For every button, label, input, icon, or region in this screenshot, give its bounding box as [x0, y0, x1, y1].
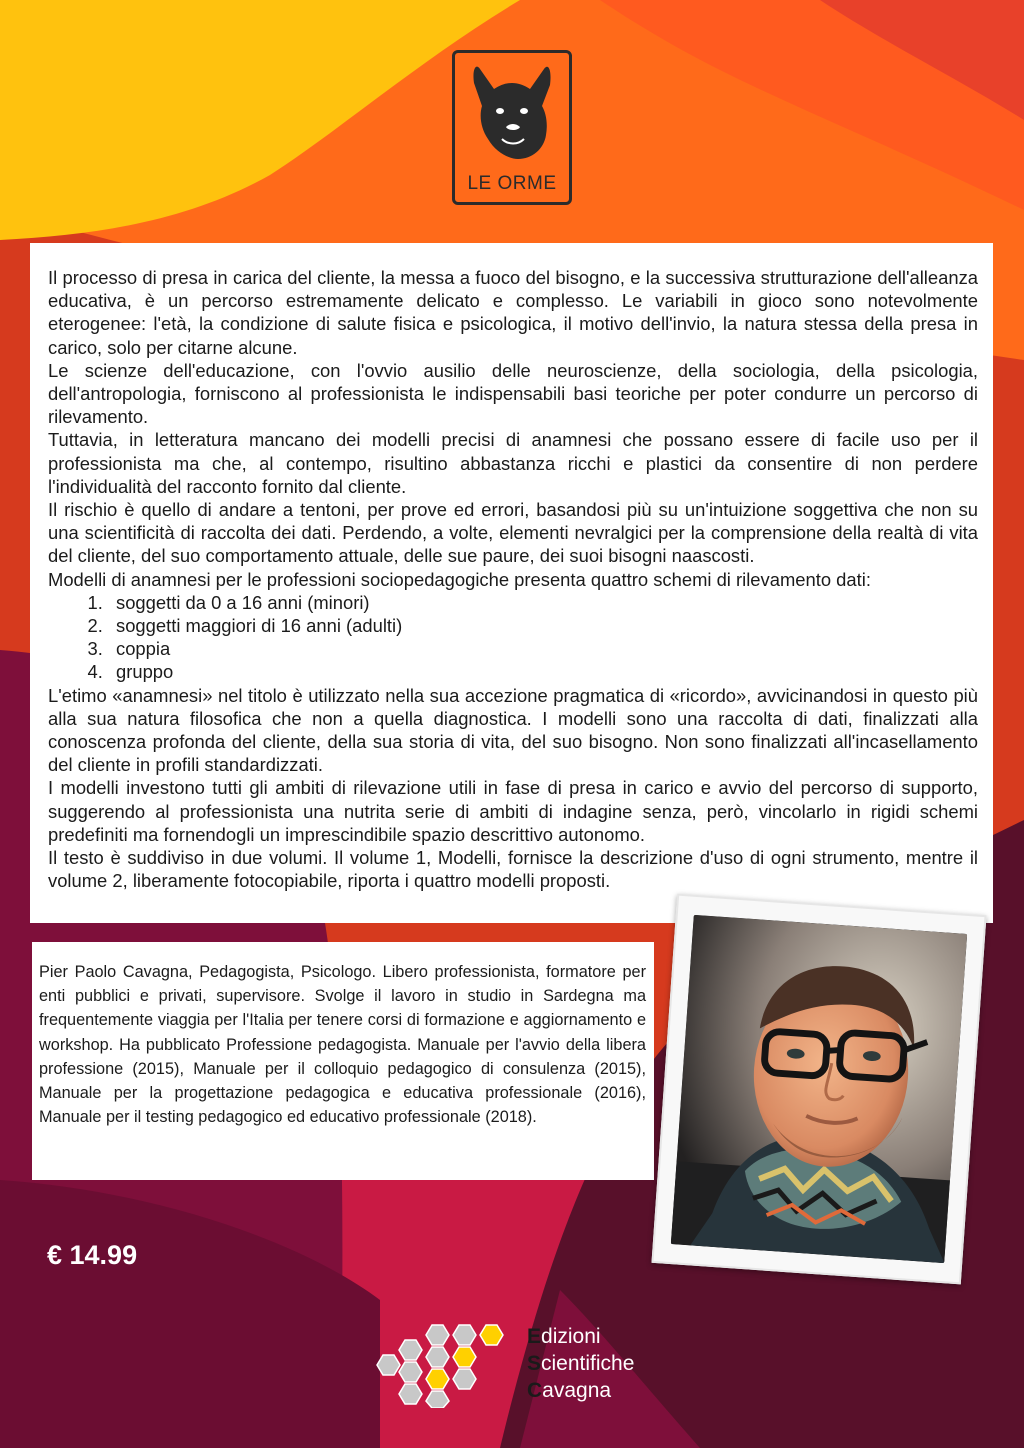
list-item: 2. soggetti maggiori di 16 anni (adulti)	[108, 614, 978, 637]
description-paragraph: Le scienze dell'educazione, con l'ovvio ausilio delle neuroscienze, della sociologia, della psicologia, dell'antropologia, forniscono al professionista le indispensabili basi teoriche per poter condurre un percorso di rilevamento.	[48, 359, 978, 428]
publisher-line	[527, 1323, 634, 1350]
publisher-initial: E	[527, 1325, 542, 1348]
schemes-list	[48, 591, 978, 684]
publisher-word: dizioni	[541, 1325, 601, 1348]
description-text	[48, 266, 978, 892]
author-bio-text: Pier Paolo Cavagna, Pedagogista, Psicologo. Libero professionista, formatore per enti pubblici e privati, supervisore. Svolge il lavoro in studio in Sardegna ma frequentemente viaggia per l'Italia per tenere corsi di formazione e aggiornamento e workshop. Ha pubblicato Professione pedagogista. Manuale per l'avvio della libera professione (2015), Manuale per il colloquio pedagogico di consulenza (2015), Manuale per la progettazione pedagogica e educativa professionale (2016), Manuale per il testing pedagogico ed educativo professionale (2018).	[39, 963, 646, 1127]
description-paragraph: Il rischio è quello di andare a tentoni, per prove ed errori, basandosi più su un'intuizione soggettiva che non su una scientificità di raccolta dei dati. Perdendo, a volte, elementi nevralgici per la comprensione della realtà di vita del cliente, del suo comportamento attuale, delle sue paure, dei suoi bisogni naascosti.	[48, 499, 978, 567]
list-item: 4. gruppo	[108, 660, 978, 683]
publisher-line	[527, 1350, 634, 1377]
french-bulldog-icon	[462, 61, 562, 166]
price: € 14.99	[47, 1240, 138, 1270]
hexagon-cluster-logo	[375, 1320, 505, 1408]
author-bio-box	[32, 942, 654, 1180]
photo-frame	[651, 894, 986, 1285]
publisher-initial: C	[527, 1379, 543, 1402]
description-paragraph: Tuttavia, in letteratura mancano dei modelli precisi di anamnesi che possano essere di facile uso per il professionista ma che, al contempo, risultino abbastanza ricchi e plastici da consentire di non perdere l'individualità del racconto fornito dal cliente.	[48, 429, 978, 497]
publisher-line	[527, 1377, 634, 1404]
le-orme-logo	[452, 50, 572, 205]
list-item: 1. soggetti da 0 a 16 anni (minori)	[108, 591, 978, 614]
logo-text: LE ORME	[467, 173, 557, 194]
description-box	[30, 243, 993, 923]
photo-image	[671, 915, 967, 1263]
description-paragraph: Modelli di anamnesi per le professioni sociopedagogiche presenta quattro schemi di rilevamento dati:	[48, 568, 871, 590]
author-portrait	[671, 915, 967, 1263]
description-paragraph: Il processo di presa in carica del cliente, la messa a fuoco del bisogno, e la successiva strutturazione dell'alleanza educativa, è un percorso estremamente delicato e complesso. Le variabili in gioco sono notevolmente eterogenee: l'età, la condizione di salute fisica e psicologica, il motivo dell'invio, la natura stessa della presa in carico, solo per citarne alcune.	[48, 267, 978, 358]
publisher-name	[527, 1323, 634, 1404]
publisher-initial: S	[527, 1352, 542, 1375]
description-paragraph: Il testo è suddiviso in due volumi. Il volume 1, Modelli, fornisce la descrizione d'uso di ogni strumento, mentre il volume 2, liberamente fotocopiabile, riporta i quattro modelli proposti.	[48, 847, 978, 892]
publisher-word: cientifiche	[541, 1352, 635, 1375]
author-photo	[651, 894, 986, 1285]
publisher-word: avagna	[542, 1379, 612, 1402]
description-paragraph: I modelli investono tutti gli ambiti di rilevazione utili in fase di presa in carico e avvio del percorso di supporto, suggerendo al professionista una nutrita serie di ambiti di indagine senza, però, vincolarlo in rigidi schemi predefiniti ma fornendogli un imprescindibile spazio descrittivo autonomo.	[48, 777, 978, 845]
description-paragraph: L'etimo «anamnesi» nel titolo è utilizzato nella sua accezione pragmatica di «ricordo», avvicinandosi in questo più alla sua natura filosofica che non a quella diagnostica. I modelli sono una raccolta di dati, finalizzati alla conoscenza profonda del cliente, della sua storia di vita, del suo bisogno. Non sono finalizzati all'incasellamento del cliente in profili standardizzati.	[48, 684, 978, 776]
list-item: 3. coppia	[108, 637, 978, 660]
